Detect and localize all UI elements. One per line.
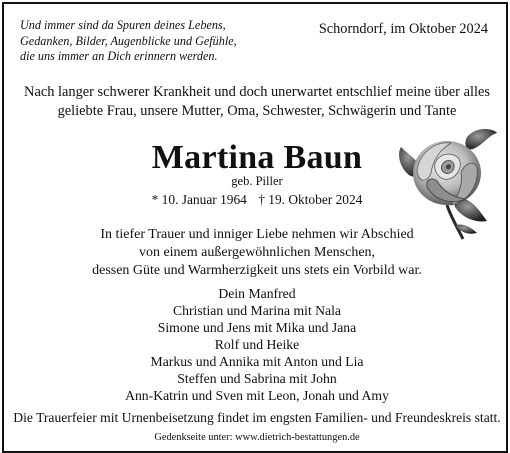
mourners-list [4,285,510,404]
mourning-line: dessen Güte und Warmherzigkeit uns stets ein Vorbild war. [92,263,422,278]
quote [20,18,237,65]
memorial-page-link: Gedenkseite unter: www.dietrich-bestattungen.de [154,432,360,443]
mourner-line: Rolf und Heike [214,337,300,352]
mourner-line: Simone und Jens mit Mika und Jana [157,320,357,335]
birth-name: geb. Piller [231,174,283,188]
quote-line: Gedanken, Bilder, Augenblicke und Gefühle, [20,33,237,48]
intro-line: geliebte Frau, unsere Mutter, Oma, Schwester, Schwägerin und Tante [57,103,457,119]
funeral-notice: Die Trauerfeier mit Urnenbeisetzung findet im engsten Familien- und Freundeskreis statt. [13,410,501,425]
quote-line: die uns immer an Dich erinnern werden. [20,49,218,63]
intro-line: Nach langer schwerer Krankheit und doch unerwartet entschlief meine über alles [24,84,490,100]
mourner-line: Ann-Katrin und Sven mit Leon, Jonah und Amy [125,388,389,403]
mourner-line: Steffen und Sabrina mit John [177,371,337,386]
deceased-name: Martina Baun [151,139,363,176]
death-date: † 19. Oktober 2024 [258,192,363,207]
intro-text [4,83,510,121]
mourner-line: Christian und Marina mit Nala [172,303,342,318]
place-date: Schorndorf, im Oktober 2024 [318,21,488,37]
mourning-line: In tiefer Trauer und inniger Liebe nehmen wir Abschied [100,227,414,242]
mourning-line: von einem außergewöhnlichen Menschen, [138,245,376,260]
birth-date: * 10. Januar 1964 [151,192,247,207]
mourning-text [4,226,510,280]
mourner-line: Markus und Annika mit Anton und Lia [150,354,364,369]
obituary-card [2,2,508,453]
mourner-line: Dein Manfred [218,286,296,301]
quote-line: Und immer sind da Spuren deines Lebens, [20,18,226,32]
rose-icon [397,123,503,241]
